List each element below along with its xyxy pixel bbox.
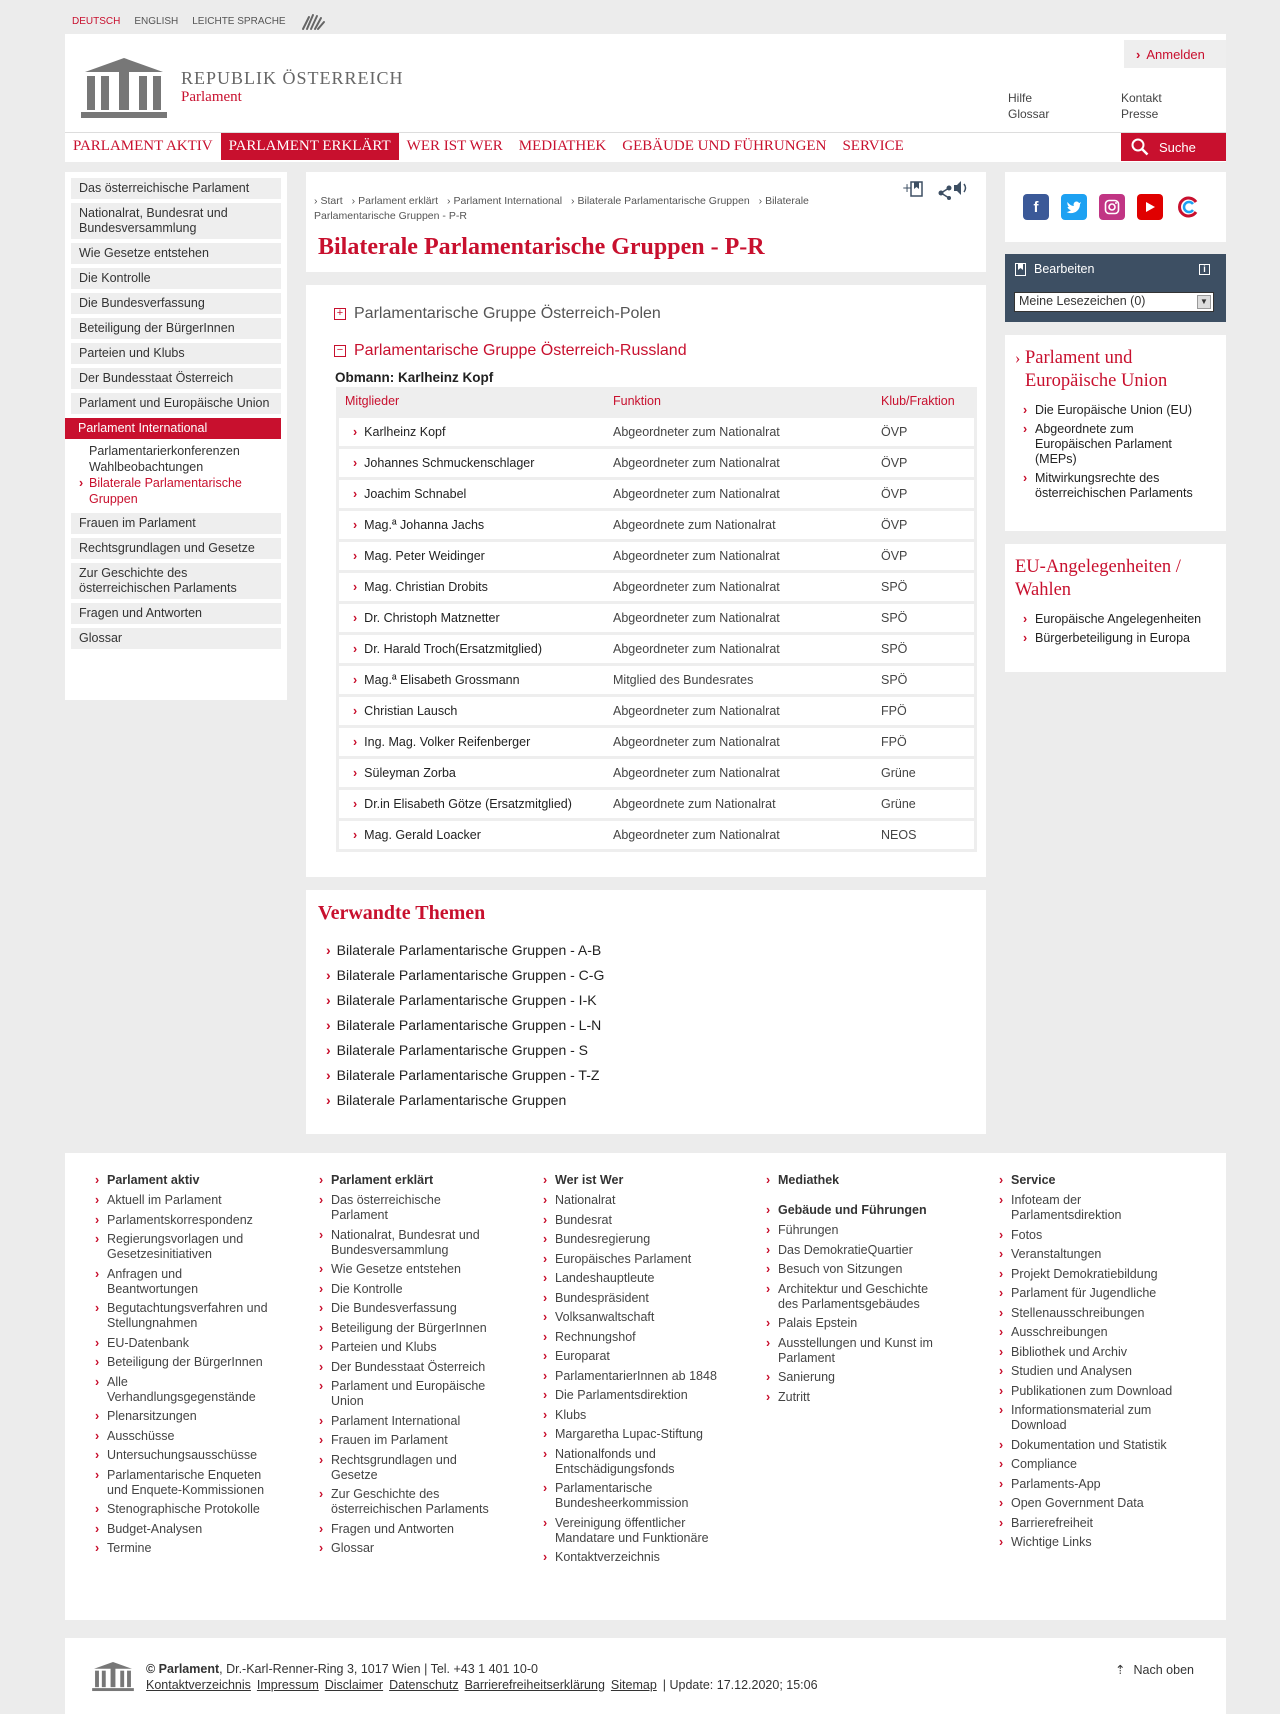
member-party: Grüne: [881, 797, 916, 811]
related-link[interactable]: › Bilaterale Parlamentarische Gruppen - A-B: [326, 938, 604, 963]
site-logo[interactable]: [79, 54, 404, 120]
member-name[interactable]: › Mag. Gerald Loacker: [339, 828, 613, 842]
eu-affairs-title: EU-Angelegenheiten / Wahlen: [1015, 557, 1181, 600]
footer-col-parlament-aktiv: [95, 1173, 275, 1561]
sidebar-item[interactable]: Parlament und Europäische Union: [71, 393, 281, 414]
sidebar-item[interactable]: Beteiligung der BürgerInnen: [71, 318, 281, 339]
eu-box-title-text: Parlament und Europäische Union: [1024, 348, 1168, 391]
footer-link[interactable]: › Termine: [95, 1541, 275, 1556]
footer-link[interactable]: › Stenographische Protokolle: [95, 1502, 275, 1517]
member-name[interactable]: › Dr.in Elisabeth Götze (Ersatzmitglied): [339, 797, 613, 811]
member-function: Abgeordneter zum Nationalrat: [613, 580, 780, 594]
footer-link[interactable]: Disclaimer: [324, 1678, 384, 1692]
footer-link[interactable]: Barrierefreiheitserklärung: [464, 1678, 605, 1692]
sidebar-item[interactable]: Zur Geschichte des österreichischen Parlaments: [71, 563, 281, 599]
member-name[interactable]: › Dr. Harald Troch(Ersatzmitglied): [339, 642, 613, 656]
member-name[interactable]: › Mag.ª Elisabeth Grossmann: [339, 673, 613, 687]
footer-link[interactable]: › Parlament und Europäische Union: [319, 1379, 494, 1409]
footer-col-title[interactable]: › Service: [999, 1173, 1189, 1187]
member-party: NEOS: [881, 828, 917, 842]
group-russland-title: Parlamentarische Gruppe Österreich-Russland: [354, 342, 687, 359]
footer-address: [146, 1662, 538, 1676]
sidebar-subitem-current[interactable]: › Bilaterale Parlamentarische Gruppen: [89, 475, 281, 507]
header-utility-links: [1008, 91, 1221, 121]
nav-wer-ist-wer[interactable]: WER IST WER: [406, 138, 503, 154]
bookmark-select[interactable]: [1014, 292, 1214, 312]
footer-link[interactable]: › Studien und Analysen: [999, 1364, 1189, 1379]
table-row: [339, 725, 974, 756]
bookmark-icon: [1015, 263, 1026, 276]
member-party: SPÖ: [881, 611, 908, 625]
sidebar-item[interactable]: Das österreichische Parlament: [71, 178, 281, 199]
member-party: Grüne: [881, 766, 916, 780]
footer-copyright: © Parlament: [146, 1662, 220, 1676]
related-link[interactable]: › Bilaterale Parlamentarische Gruppen: [326, 1088, 604, 1113]
footer-link[interactable]: › Parlamentarische Enqueten und Enquete-Kommissionen: [95, 1468, 275, 1498]
nav-parlament-aktiv[interactable]: PARLAMENT AKTIV: [73, 138, 213, 154]
breadcrumb-item[interactable]: › Parlament erklärt: [346, 195, 438, 207]
footer-link[interactable]: › Wichtige Links: [999, 1535, 1189, 1550]
footer-bottom: [65, 1638, 1226, 1714]
footer-link[interactable]: › Bundesrat: [543, 1213, 718, 1228]
related-link[interactable]: › Bilaterale Parlamentarische Gruppen - C-G: [326, 963, 604, 988]
footer-link[interactable]: › Besuch von Sitzungen: [766, 1262, 946, 1277]
sidebar-item[interactable]: Glossar: [71, 628, 281, 649]
footer-link[interactable]: › Ausstellungen und Kunst im Parlament: [766, 1336, 946, 1366]
table-row: [339, 694, 974, 725]
member-function: Abgeordnete zum Nationalrat: [613, 518, 776, 532]
footer-col-mediathek: [766, 1173, 946, 1409]
member-party: ÖVP: [881, 487, 908, 501]
footer-link[interactable]: › Ausschreibungen: [999, 1325, 1189, 1340]
sidebar-item[interactable]: Wie Gesetze entstehen: [71, 243, 281, 264]
footer-link[interactable]: › EU-Datenbank: [95, 1336, 275, 1351]
breadcrumb-item[interactable]: › Bilaterale Parlamentarische Gruppen: [565, 195, 750, 207]
table-row: [339, 570, 974, 601]
footer-link[interactable]: › Kontaktverzeichnis: [543, 1550, 718, 1565]
footer-link[interactable]: › Informationsmaterial zum Download: [999, 1403, 1189, 1433]
footer-link[interactable]: › Europäisches Parlament: [543, 1252, 718, 1267]
footer-link[interactable]: › Publikationen zum Download: [999, 1384, 1189, 1399]
footer-link[interactable]: Impressum: [256, 1678, 319, 1692]
eu-box: [1005, 335, 1226, 531]
member-function: Abgeordneter zum Nationalrat: [613, 487, 780, 501]
breadcrumb-item[interactable]: › Parlament International: [441, 195, 562, 207]
sidebar-item[interactable]: Parteien und Klubs: [71, 343, 281, 364]
member-party: ÖVP: [881, 425, 908, 439]
table-row: [339, 477, 974, 508]
footer-link[interactable]: › Regierungsvorlagen und Gesetzesinitiativen: [95, 1232, 275, 1262]
footer-link[interactable]: › Klubs: [543, 1408, 718, 1423]
footer-sitemap: [65, 1153, 1226, 1620]
member-party: SPÖ: [881, 642, 908, 656]
back-to-top-link[interactable]: [1115, 1662, 1194, 1677]
footer-col-title[interactable]: › Parlament aktiv: [95, 1173, 275, 1187]
help-link[interactable]: Hilfe: [1008, 91, 1033, 105]
nav-service[interactable]: SERVICE: [842, 138, 904, 154]
member-function: Abgeordneter zum Nationalrat: [613, 735, 780, 749]
footer-link[interactable]: › Parlamentarische Bundesheerkommission: [543, 1481, 718, 1511]
breadcrumb-current: › Bilaterale Parlamentarische Gruppen - P-R: [314, 195, 809, 222]
sidebar-subitem[interactable]: Wahlbeobachtungen: [89, 460, 204, 474]
group-russland-toggle[interactable]: [334, 342, 687, 360]
footer-link[interactable]: › Ausschüsse: [95, 1429, 275, 1444]
eu-affairs-link[interactable]: › Bürgerbeteiligung in Europa: [1023, 631, 1201, 646]
member-function: Abgeordneter zum Nationalrat: [613, 828, 780, 842]
footer-link[interactable]: › Fotos: [999, 1228, 1189, 1243]
table-row: [339, 601, 974, 632]
footer-link[interactable]: › Führungen: [766, 1223, 946, 1238]
footer-col-title[interactable]: › Mediathek: [766, 1173, 946, 1187]
nav-parlament-erklaert[interactable]: PARLAMENT ERKLÄRT: [221, 133, 399, 160]
footer-link[interactable]: › Vereinigung öffentlicher Mandatare und Funktionäre: [543, 1516, 718, 1546]
member-name[interactable]: › Dr. Christoph Matznetter: [339, 611, 613, 625]
member-name[interactable]: › Johannes Schmuckenschlager: [339, 456, 613, 470]
logo-subtitle: Parlament: [181, 89, 242, 105]
footer-link[interactable]: › Budget-Analysen: [95, 1522, 275, 1537]
expand-icon: +: [334, 308, 346, 320]
related-link[interactable]: › Bilaterale Parlamentarische Gruppen - I-K: [326, 988, 604, 1013]
twitter-icon[interactable]: [1061, 194, 1087, 220]
member-party: SPÖ: [881, 580, 908, 594]
footer-link[interactable]: › Europarat: [543, 1349, 718, 1364]
member-function: Abgeordneter zum Nationalrat: [613, 642, 780, 656]
page-title: Bilaterale Parlamentarische Gruppen - P-R: [318, 234, 765, 260]
sidebar-item-active[interactable]: Parlament International: [65, 418, 281, 439]
demokratiewebstatt-icon[interactable]: [1175, 194, 1201, 220]
groups-box: [306, 285, 986, 877]
sidebar-item[interactable]: Die Kontrolle: [71, 268, 281, 289]
footer-link[interactable]: › Parlaments-App: [999, 1477, 1189, 1492]
related-topics-box: [306, 890, 986, 1134]
sidebar-item[interactable]: Der Bundesstaat Österreich: [71, 368, 281, 389]
table-row: [339, 632, 974, 663]
footer-link[interactable]: › Untersuchungsausschüsse: [95, 1448, 275, 1463]
member-function: Abgeordneter zum Nationalrat: [613, 456, 780, 470]
parliament-logo-icon: [79, 54, 169, 120]
facebook-icon[interactable]: f: [1023, 194, 1049, 220]
member-function: Abgeordneter zum Nationalrat: [613, 549, 780, 563]
footer-link[interactable]: › Glossar: [319, 1541, 494, 1556]
sign-language-icon[interactable]: [300, 11, 326, 31]
logo-title: REPUBLIK ÖSTERREICH: [181, 68, 404, 88]
table-header: [339, 387, 974, 415]
footer-link[interactable]: › Anfragen und Beantwortungen: [95, 1267, 275, 1297]
eu-link[interactable]: › Abgeordnete zum Europäischen Parlament (MEPs): [1023, 422, 1203, 467]
footer-col-parlament-erklaert: [319, 1173, 494, 1561]
footer-link[interactable]: › Aktuell im Parlament: [95, 1193, 275, 1208]
main-nav: [65, 132, 1226, 162]
related-title: Verwandte Themen: [318, 902, 486, 924]
footer-link[interactable]: › Stellenausschreibungen: [999, 1306, 1189, 1321]
footer-link[interactable]: › Volksanwaltschaft: [543, 1310, 718, 1325]
footer-link[interactable]: › Bundespräsident: [543, 1291, 718, 1306]
arrow-up-icon: ⇡: [1115, 1663, 1126, 1677]
member-function: Abgeordneter zum Nationalrat: [613, 704, 780, 718]
col-header-klub: Klub/Fraktion: [881, 394, 955, 408]
footer-col-wer-ist-wer: [543, 1173, 718, 1570]
footer-address-text: , Dr.-Karl-Renner-Ring 3, 1017 Wien | Tel. +43 1 401 10-0: [219, 1662, 538, 1676]
member-function: Mitglied des Bundesrates: [613, 673, 754, 687]
member-function: Abgeordnete zum Nationalrat: [613, 797, 776, 811]
member-party: ÖVP: [881, 549, 908, 563]
table-row: [339, 415, 974, 446]
sidebar-item[interactable]: Fragen und Antworten: [71, 603, 281, 624]
footer-link[interactable]: › Parteien und Klubs: [319, 1340, 494, 1355]
breadcrumb: [314, 194, 834, 224]
bookmark-select-value: Meine Lesezeichen (0): [1019, 294, 1146, 308]
sidebar-subitem[interactable]: Parlamentarierkonferenzen: [89, 444, 240, 458]
footer-link[interactable]: › Parlamentskorrespondenz: [95, 1213, 275, 1228]
footer-link[interactable]: › Sanierung: [766, 1370, 946, 1385]
footer-link[interactable]: › Barrierefreiheit: [999, 1516, 1189, 1531]
lang-english-link[interactable]: ENGLISH: [134, 15, 179, 27]
page-tools: [902, 180, 970, 200]
footer-link[interactable]: › Begutachtungsverfahren und Stellungnahmen: [95, 1301, 275, 1331]
eu-affairs-links: [1023, 612, 1201, 650]
glossary-link[interactable]: Glossar: [1008, 107, 1050, 121]
footer-link[interactable]: › Infoteam der Parlamentsdirektion: [999, 1193, 1189, 1223]
member-function: Abgeordneter zum Nationalrat: [613, 425, 780, 439]
social-links: [1005, 172, 1226, 242]
footer-col-title[interactable]: › Gebäude und Führungen: [766, 1203, 946, 1217]
youtube-icon[interactable]: [1137, 194, 1163, 220]
eu-link[interactable]: › Mitwirkungsrechte des österreichischen Parlaments: [1023, 471, 1213, 501]
login-button[interactable]: › Anmelden: [1124, 40, 1226, 68]
table-row: [339, 663, 974, 694]
member-name[interactable]: › Joachim Schnabel: [339, 487, 613, 501]
eu-links: [1023, 403, 1213, 505]
eu-box-title[interactable]: › Parlament und Europäische Union: [1015, 347, 1205, 393]
footer-link[interactable]: › Parlament International: [319, 1414, 494, 1429]
page-header-box: [306, 172, 986, 272]
search-button[interactable]: [1121, 133, 1226, 161]
nav-mediathek[interactable]: MEDIATHEK: [518, 138, 607, 154]
member-function: Abgeordneter zum Nationalrat: [613, 766, 780, 780]
collapse-icon: −: [334, 345, 346, 357]
footer-link[interactable]: › Palais Epstein: [766, 1316, 946, 1331]
col-header-funktion: Funktion: [613, 394, 661, 408]
footer-link[interactable]: › Rechnungshof: [543, 1330, 718, 1345]
chevron-down-icon: ▼: [1197, 295, 1211, 309]
footer-link[interactable]: › Bundesregierung: [543, 1232, 718, 1247]
footer-link[interactable]: › Die Bundesverfassung: [319, 1301, 494, 1316]
footer-link[interactable]: › Der Bundesstaat Österreich: [319, 1360, 494, 1375]
footer-link[interactable]: › Beteiligung der BürgerInnen: [95, 1355, 275, 1370]
footer-link[interactable]: › Plenarsitzungen: [95, 1409, 275, 1424]
site-header: [65, 34, 1226, 162]
footer-link[interactable]: › Zutritt: [766, 1390, 946, 1405]
sidebar-item[interactable]: Die Bundesverfassung: [71, 293, 281, 314]
footer-link[interactable]: › Wie Gesetze entstehen: [319, 1262, 494, 1277]
member-name[interactable]: › Ing. Mag. Volker Reifenberger: [339, 735, 613, 749]
related-list: [326, 938, 604, 1113]
add-bookmark-icon[interactable]: [902, 180, 924, 198]
related-link[interactable]: › Bilaterale Parlamentarische Gruppen - S: [326, 1038, 604, 1063]
footer-link[interactable]: › Landeshauptleute: [543, 1271, 718, 1286]
member-name[interactable]: › Karlheinz Kopf: [339, 425, 613, 439]
table-row: [339, 508, 974, 539]
breadcrumb-item[interactable]: › Start: [314, 195, 343, 207]
footer-link[interactable]: › Die Parlamentsdirektion: [543, 1388, 718, 1403]
footer-link[interactable]: Sitemap: [610, 1678, 657, 1692]
instagram-icon[interactable]: [1099, 194, 1125, 220]
related-link[interactable]: › Bilaterale Parlamentarische Gruppen - T-Z: [326, 1063, 604, 1088]
footer-link[interactable]: › Beteiligung der BürgerInnen: [319, 1321, 494, 1336]
press-link[interactable]: Presse: [1121, 107, 1159, 121]
svg-text:+: +: [902, 181, 913, 195]
lang-leichte-sprache-link[interactable]: LEICHTE SPRACHE: [192, 15, 286, 27]
member-name[interactable]: › Christian Lausch: [339, 704, 613, 718]
language-bar: [72, 12, 326, 30]
footer-link[interactable]: › Das österreichische Parlament: [319, 1193, 494, 1223]
eu-link[interactable]: › Die Europäische Union (EU): [1023, 403, 1213, 418]
nav-gebaeude-fuehrungen[interactable]: GEBÄUDE UND FÜHRUNGEN: [622, 138, 827, 154]
lang-deutsch-link[interactable]: DEUTSCH: [72, 15, 121, 27]
sidebar-item[interactable]: Frauen im Parlament: [71, 513, 281, 534]
footer-link[interactable]: › Das DemokratieQuartier: [766, 1243, 946, 1258]
footer-link[interactable]: › Projekt Demokratiebildung: [999, 1267, 1189, 1282]
footer-link[interactable]: › Margaretha Lupac-Stiftung: [543, 1427, 718, 1442]
footer-links: [146, 1678, 818, 1692]
group-chair: Obmann: Karlheinz Kopf: [335, 370, 494, 385]
share-readspeaker-icon[interactable]: [938, 180, 970, 200]
footer-link[interactable]: › Open Government Data: [999, 1496, 1189, 1511]
member-party: SPÖ: [881, 673, 908, 687]
col-header-mitglieder: Mitglieder: [345, 394, 400, 408]
footer-col-service: [999, 1173, 1189, 1555]
footer-link[interactable]: Kontaktverzeichnis: [146, 1678, 251, 1692]
contact-link[interactable]: Kontakt: [1121, 91, 1162, 105]
footer-link[interactable]: › ParlamentarierInnen ab 1848: [543, 1369, 718, 1384]
footer-link[interactable]: › Rechtsgrundlagen und Gesetze: [319, 1453, 494, 1483]
eu-affairs-link[interactable]: › Europäische Angelegenheiten: [1023, 612, 1201, 627]
footer-link[interactable]: › Die Kontrolle: [319, 1282, 494, 1297]
table-row: [339, 787, 974, 818]
sidebar-item[interactable]: Rechtsgrundlagen und Gesetze: [71, 538, 281, 559]
info-icon[interactable]: i: [1199, 264, 1210, 275]
footer-link[interactable]: › Alle Verhandlungsgegenstände: [95, 1375, 275, 1405]
parliament-footer-logo-icon: [91, 1660, 135, 1692]
back-to-top-label: Nach oben: [1133, 1663, 1194, 1677]
bookmark-panel: [1005, 254, 1226, 322]
group-polen-toggle[interactable]: [334, 305, 661, 323]
sidebar-item[interactable]: Nationalrat, Bundesrat und Bundesversammlung: [71, 203, 281, 239]
update-timestamp: | Update: 17.12.2020; 15:06: [662, 1678, 818, 1692]
bookmark-panel-title: Bearbeiten: [1034, 262, 1095, 276]
table-row: [339, 446, 974, 477]
member-party: FPÖ: [881, 704, 907, 718]
footer-link[interactable]: › Bibliothek und Archiv: [999, 1345, 1189, 1360]
search-icon: [1131, 138, 1149, 156]
related-link[interactable]: › Bilaterale Parlamentarische Gruppen - L-N: [326, 1013, 604, 1038]
section-sidebar: [65, 172, 287, 700]
footer-link[interactable]: › Architektur und Geschichte des Parlamentsgebäudes: [766, 1282, 946, 1312]
footer-link[interactable]: › Veranstaltungen: [999, 1247, 1189, 1262]
footer-col-title[interactable]: › Parlament erklärt: [319, 1173, 494, 1187]
footer-link[interactable]: › Dokumentation und Statistik: [999, 1438, 1189, 1453]
eu-affairs-box: [1005, 544, 1226, 672]
table-row: [339, 818, 974, 849]
footer-link[interactable]: Datenschutz: [389, 1678, 459, 1692]
member-party: ÖVP: [881, 456, 908, 470]
group-polen-title: Parlamentarische Gruppe Österreich-Polen: [354, 305, 661, 322]
member-party: ÖVP: [881, 518, 908, 532]
footer-link[interactable]: › Frauen im Parlament: [319, 1433, 494, 1448]
footer-link[interactable]: › Nationalrat, Bundesrat und Bundesversammlung: [319, 1228, 494, 1258]
table-row: [339, 539, 974, 570]
table-row: [339, 756, 974, 787]
bookmark-panel-header: [1015, 262, 1094, 276]
member-name[interactable]: › Süleyman Zorba: [339, 766, 613, 780]
search-label: Suche: [1159, 139, 1196, 155]
footer-link[interactable]: › Zur Geschichte des österreichischen Parlaments: [319, 1487, 494, 1517]
member-party: FPÖ: [881, 735, 907, 749]
member-name[interactable]: › Mag. Peter Weidinger: [339, 549, 613, 563]
member-name[interactable]: › Mag. Christian Drobits: [339, 580, 613, 594]
member-name[interactable]: › Mag.ª Johanna Jachs: [339, 518, 613, 532]
footer-link[interactable]: › Parlament für Jugendliche: [999, 1286, 1189, 1301]
member-function: Abgeordneter zum Nationalrat: [613, 611, 780, 625]
footer-link[interactable]: › Nationalrat: [543, 1193, 718, 1208]
footer-link[interactable]: › Nationalfonds und Entschädigungsfonds: [543, 1447, 718, 1477]
members-table: [336, 387, 977, 852]
footer-link[interactable]: › Fragen und Antworten: [319, 1522, 494, 1537]
footer-link[interactable]: › Compliance: [999, 1457, 1189, 1472]
footer-col-title[interactable]: › Wer ist Wer: [543, 1173, 718, 1187]
